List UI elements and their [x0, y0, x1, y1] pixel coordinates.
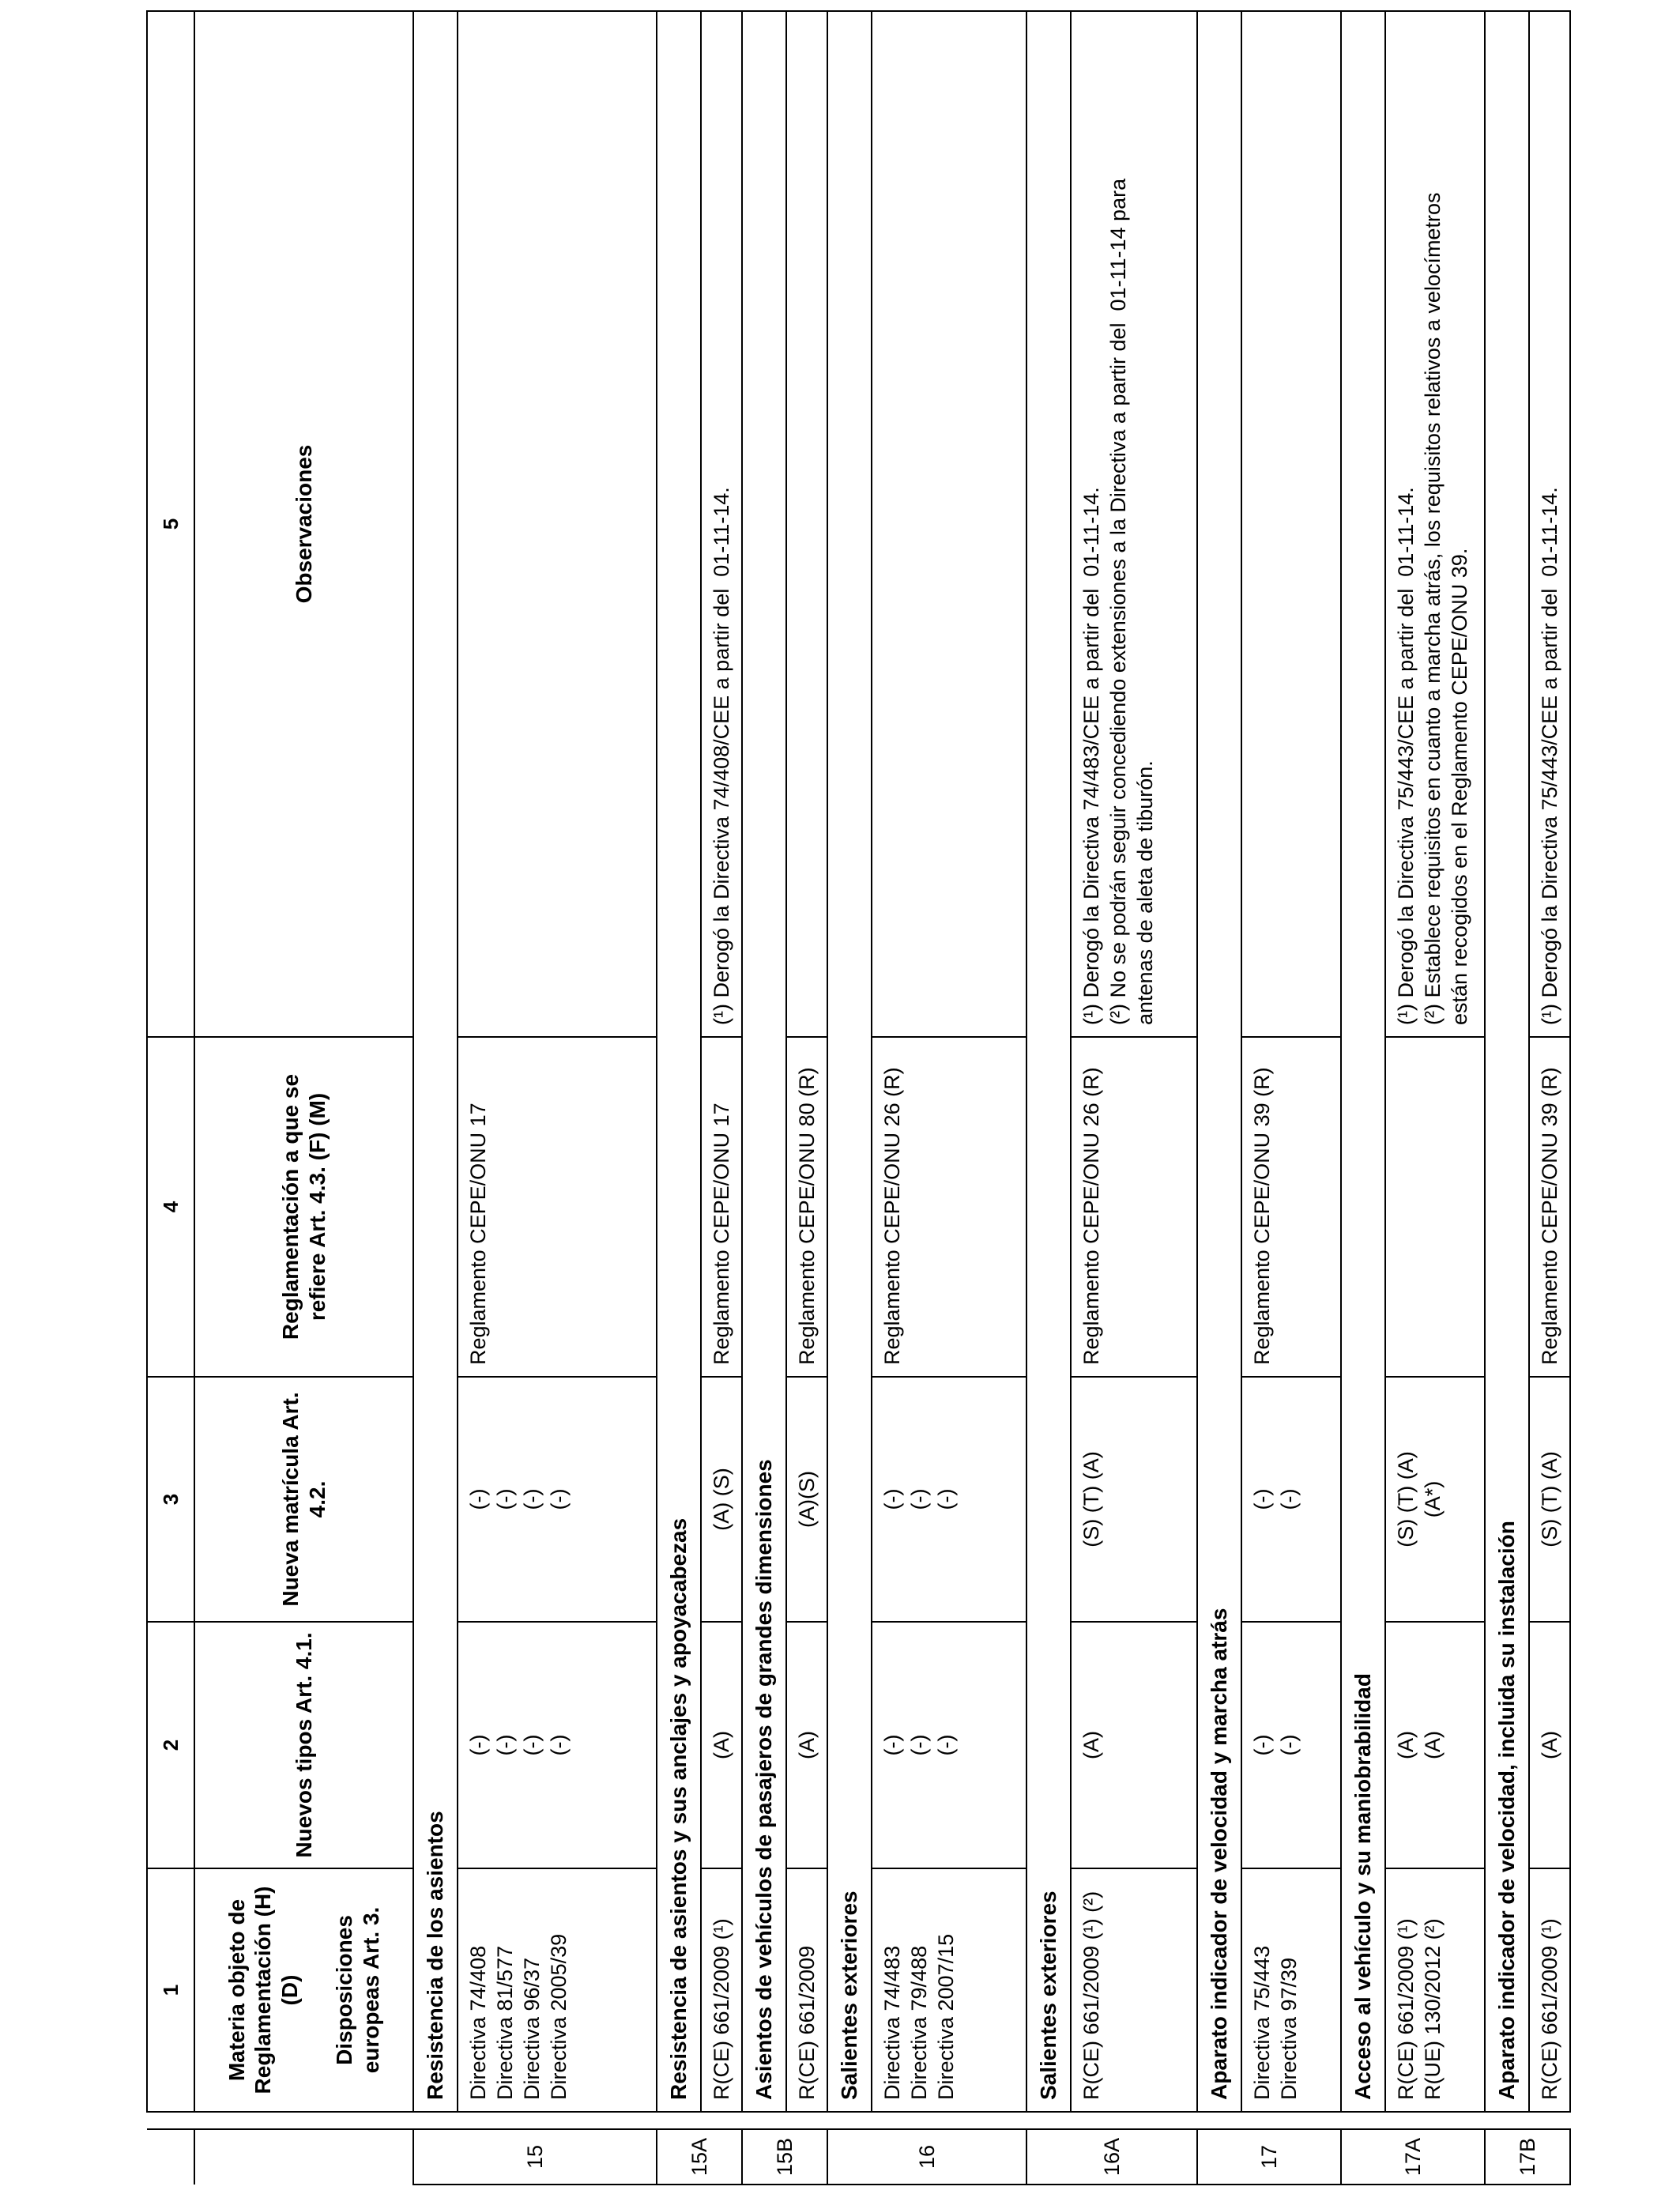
section-title: Aparato indicador de velocidad, incluida su instalación	[1485, 11, 1529, 2112]
reglamentacion-cell	[1529, 1037, 1570, 1377]
section-title: Salientes exteriores	[827, 11, 872, 2112]
observaciones-line: (²) Establece requisitos en cuanto a marcha atrás, los requisitos relativos a velocímetros	[1421, 192, 1445, 1025]
disposiciones-line: Directiva 96/37	[520, 1957, 544, 2100]
nueva-matricula-cell	[1385, 1377, 1485, 1622]
gap-cell	[1241, 2112, 1341, 2129]
observaciones-line: (¹) Derogó la Directiva 75/443/CEE a partir del 01-11-14.	[1394, 487, 1418, 1025]
nuevos-tipos-line: (A)	[1394, 1731, 1418, 1759]
section-title-row	[1197, 11, 1241, 2185]
section-title: Salientes exteriores	[1026, 11, 1071, 2112]
nueva-matricula-cell	[1071, 1377, 1197, 1622]
nuevos-tipos-line: (-)	[547, 1734, 571, 1756]
observaciones-line: (¹) Derogó la Directiva 74/483/CEE a partir del 01-11-14.	[1079, 487, 1103, 1025]
header-row	[194, 11, 413, 2185]
disposiciones-cell	[701, 1868, 742, 2112]
nueva-matricula-line: (-)	[934, 1488, 958, 1510]
nueva-matricula-cell	[786, 1377, 827, 1622]
reglamentacion-cell	[458, 1037, 657, 1377]
data-row	[1241, 11, 1341, 2185]
disposiciones-line: Directiva 2005/39	[547, 1933, 571, 2100]
observaciones-line: (²) No se podrán seguir concediendo extensiones a la Directiva a partir del 01-11-14 para	[1106, 178, 1130, 1025]
disposiciones-line: R(UE) 130/2012 (²)	[1421, 1918, 1445, 2100]
column-number-2: 2	[147, 1622, 194, 1868]
nuevos-tipos-line: (-)	[880, 1734, 904, 1756]
nueva-matricula-line: (S) (T) (A)	[1538, 1451, 1561, 1547]
gap-cell	[786, 2112, 827, 2129]
gap-cell	[1341, 2112, 1385, 2129]
reglamentacion-line: Reglamento CEPE/ONU 39 (R)	[1250, 1067, 1274, 1365]
observaciones-cell	[786, 11, 827, 1037]
observaciones-cell	[872, 11, 1026, 1037]
nueva-matricula-line: (-)	[493, 1488, 517, 1510]
nueva-matricula-line: (-)	[880, 1488, 904, 1510]
header-disposiciones: Disposiciones europeas Art. 3.	[332, 1906, 383, 2074]
nuevos-tipos-line: (-)	[520, 1734, 544, 1756]
section-title: Resistencia de los asientos	[413, 11, 458, 2112]
data-row	[1385, 11, 1485, 2185]
nueva-matricula-line: (-)	[520, 1488, 544, 1510]
data-row	[872, 11, 1026, 2185]
data-row	[458, 11, 657, 2185]
disposiciones-cell	[1241, 1868, 1341, 2112]
observaciones-cell	[1385, 11, 1485, 1037]
row-id: 16	[827, 2129, 1026, 2185]
observaciones-line: antenas de aleta de tiburón.	[1133, 760, 1157, 1025]
gap-cell	[458, 2112, 657, 2129]
section-title-row	[657, 11, 701, 2185]
nueva-matricula-cell	[872, 1377, 1026, 1622]
gap-cell	[701, 2112, 742, 2129]
header-materia: Materia objeto de Reglamentación (H) (D)	[224, 1886, 302, 2094]
regulation-table	[146, 10, 1571, 2185]
data-row	[1071, 11, 1197, 2185]
observaciones-cell	[1241, 11, 1341, 1037]
nueva-matricula-cell	[458, 1377, 657, 1622]
column-number-row	[147, 11, 194, 2185]
nueva-matricula-line: (-)	[907, 1488, 931, 1510]
nueva-matricula-line: (A)(S)	[795, 1471, 819, 1528]
nuevos-tipos-cell	[1385, 1622, 1485, 1868]
nueva-matricula-cell	[1241, 1377, 1341, 1622]
gap-cell	[657, 2112, 701, 2129]
nueva-matricula-cell	[1529, 1377, 1570, 1622]
nueva-matricula-line: (A*)	[1421, 1480, 1445, 1518]
row-id: 17	[1197, 2129, 1341, 2185]
observaciones-cell	[458, 11, 657, 1037]
reglamentacion-line: Reglamento CEPE/ONU 17	[466, 1103, 490, 1365]
section-title-row	[1026, 11, 1071, 2185]
header-col4: Reglamentación a que se refiere Art. 4.3. (F) (M)	[194, 1037, 413, 1377]
row-id: 16A	[1026, 2129, 1197, 2185]
column-number-5: 5	[147, 11, 194, 1037]
row-id: 15	[413, 2129, 657, 2185]
gap-cell	[872, 2112, 1026, 2129]
disposiciones-cell	[458, 1868, 657, 2112]
section-title: Acceso al vehículo y su maniobrabilidad	[1341, 11, 1385, 2112]
nuevos-tipos-cell	[701, 1622, 742, 1868]
column-number-4: 4	[147, 1037, 194, 1377]
disposiciones-cell	[872, 1868, 1026, 2112]
section-title: Asientos de vehículos de pasajeros de grandes dimensiones	[742, 11, 786, 2112]
nuevos-tipos-cell	[1071, 1622, 1197, 1868]
nuevos-tipos-line: (A)	[795, 1731, 819, 1759]
reglamentacion-cell	[1241, 1037, 1341, 1377]
section-title-row	[827, 11, 872, 2185]
nueva-matricula-line: (-)	[466, 1488, 490, 1510]
nuevos-tipos-cell	[458, 1622, 657, 1868]
nuevos-tipos-cell	[1529, 1622, 1570, 1868]
disposiciones-line: R(CE) 661/2009 (¹)	[1394, 1918, 1418, 2100]
section-title-row	[1341, 11, 1385, 2185]
data-row	[1529, 11, 1570, 2185]
disposiciones-line: R(CE) 661/2009 (¹) (²)	[1079, 1891, 1103, 2100]
section-title-row	[742, 11, 786, 2185]
reglamentacion-line: Reglamento CEPE/ONU 39 (R)	[1538, 1067, 1561, 1365]
gap-cell	[147, 2112, 194, 2129]
nuevos-tipos-line: (A)	[1538, 1731, 1561, 1759]
gap-cell	[1071, 2112, 1197, 2129]
disposiciones-line: Directiva 74/408	[466, 1945, 490, 2100]
reglamentacion-line: Reglamento CEPE/ONU 80 (R)	[795, 1067, 819, 1365]
observaciones-line: (¹) Derogó la Directiva 74/408/CEE a partir del 01-11-14.	[710, 487, 733, 1025]
reglamentacion-cell	[701, 1037, 742, 1377]
section-title-row	[413, 11, 458, 2185]
disposiciones-cell	[1071, 1868, 1197, 2112]
row-id: 15B	[742, 2129, 827, 2185]
section-title: Resistencia de asientos y sus anclajes y apoyacabezas	[657, 11, 701, 2112]
disposiciones-line: Directiva 79/488	[907, 1945, 931, 2100]
observaciones-line: (¹) Derogó la Directiva 75/443/CEE a partir del 01-11-14.	[1538, 487, 1561, 1025]
number-corner	[147, 2129, 194, 2185]
header-col5: Observaciones	[194, 11, 413, 1037]
observaciones-cell	[1529, 11, 1570, 1037]
nueva-matricula-line: (-)	[547, 1488, 571, 1510]
nuevos-tipos-line: (-)	[493, 1734, 517, 1756]
disposiciones-line: Directiva 81/577	[493, 1945, 517, 2100]
nueva-matricula-line: (-)	[1250, 1488, 1274, 1510]
gap-cell	[827, 2112, 872, 2129]
gap-cell	[194, 2112, 413, 2129]
nuevos-tipos-cell	[786, 1622, 827, 1868]
gap-cell	[742, 2112, 786, 2129]
disposiciones-cell	[786, 1868, 827, 2112]
row-id: 17A	[1341, 2129, 1485, 2185]
disposiciones-line: R(CE) 661/2009 (¹)	[710, 1918, 733, 2100]
reglamentacion-line: Reglamento CEPE/ONU 26 (R)	[1079, 1067, 1103, 1365]
nueva-matricula-line: (A) (S)	[710, 1468, 733, 1531]
nueva-matricula-line: (S) (T) (A)	[1079, 1451, 1103, 1547]
disposiciones-line: Directiva 74/483	[880, 1945, 904, 2100]
nuevos-tipos-line: (-)	[1250, 1734, 1274, 1756]
nueva-matricula-cell	[701, 1377, 742, 1622]
nuevos-tipos-line: (-)	[907, 1734, 931, 1756]
observaciones-line: están recogidos en el Reglamento CEPE/ONU 39.	[1448, 548, 1471, 1025]
disposiciones-line: Directiva 97/39	[1277, 1957, 1301, 2100]
nuevos-tipos-line: (-)	[466, 1734, 490, 1756]
gap-cell	[1485, 2112, 1529, 2129]
header-corner	[194, 2129, 413, 2185]
nueva-matricula-line: (S) (T) (A)	[1394, 1451, 1418, 1547]
disposiciones-line: Directiva 2007/15	[934, 1933, 958, 2100]
disposiciones-cell	[1385, 1868, 1485, 2112]
reglamentacion-cell	[1071, 1037, 1197, 1377]
reglamentacion-cell	[1385, 1037, 1485, 1377]
reglamentacion-line: Reglamento CEPE/ONU 17	[710, 1103, 733, 1365]
disposiciones-line: R(CE) 661/2009	[795, 1945, 819, 2100]
row-id: 15A	[657, 2129, 742, 2185]
section-title-row	[1485, 11, 1529, 2185]
header-col3: Nueva matrícula Art. 4.2.	[194, 1377, 413, 1622]
reglamentacion-cell	[872, 1037, 1026, 1377]
nuevos-tipos-line: (-)	[1277, 1734, 1301, 1756]
observaciones-cell	[701, 11, 742, 1037]
gap-cell	[1197, 2112, 1241, 2129]
disposiciones-line: Directiva 75/443	[1250, 1945, 1274, 2100]
gap-cell	[413, 2112, 458, 2129]
disposiciones-line: R(CE) 661/2009 (¹)	[1538, 1918, 1561, 2100]
nueva-matricula-line: (-)	[1277, 1488, 1301, 1510]
disposiciones-cell	[1529, 1868, 1570, 2112]
gap-cell	[1026, 2112, 1071, 2129]
column-number-1: 1	[147, 1868, 194, 2112]
data-row	[786, 11, 827, 2185]
section-title: Aparato indicador de velocidad y marcha atrás	[1197, 11, 1241, 2112]
nuevos-tipos-cell	[872, 1622, 1026, 1868]
nuevos-tipos-line: (A)	[710, 1731, 733, 1759]
row-id: 17B	[1485, 2129, 1570, 2185]
gap-cell	[1529, 2112, 1570, 2129]
reglamentacion-line: Reglamento CEPE/ONU 26 (R)	[880, 1067, 904, 1365]
gap-cell	[1385, 2112, 1485, 2129]
header-col2: Nuevos tipos Art. 4.1.	[194, 1622, 413, 1868]
column-number-3: 3	[147, 1377, 194, 1622]
rotated-page	[146, 12, 1561, 2185]
data-row	[701, 11, 742, 2185]
header-col1	[194, 1868, 413, 2112]
reglamentacion-cell	[786, 1037, 827, 1377]
nuevos-tipos-line: (A)	[1421, 1731, 1445, 1759]
nuevos-tipos-line: (-)	[934, 1734, 958, 1756]
nuevos-tipos-line: (A)	[1079, 1731, 1103, 1759]
observaciones-cell	[1071, 11, 1197, 1037]
nuevos-tipos-cell	[1241, 1622, 1341, 1868]
